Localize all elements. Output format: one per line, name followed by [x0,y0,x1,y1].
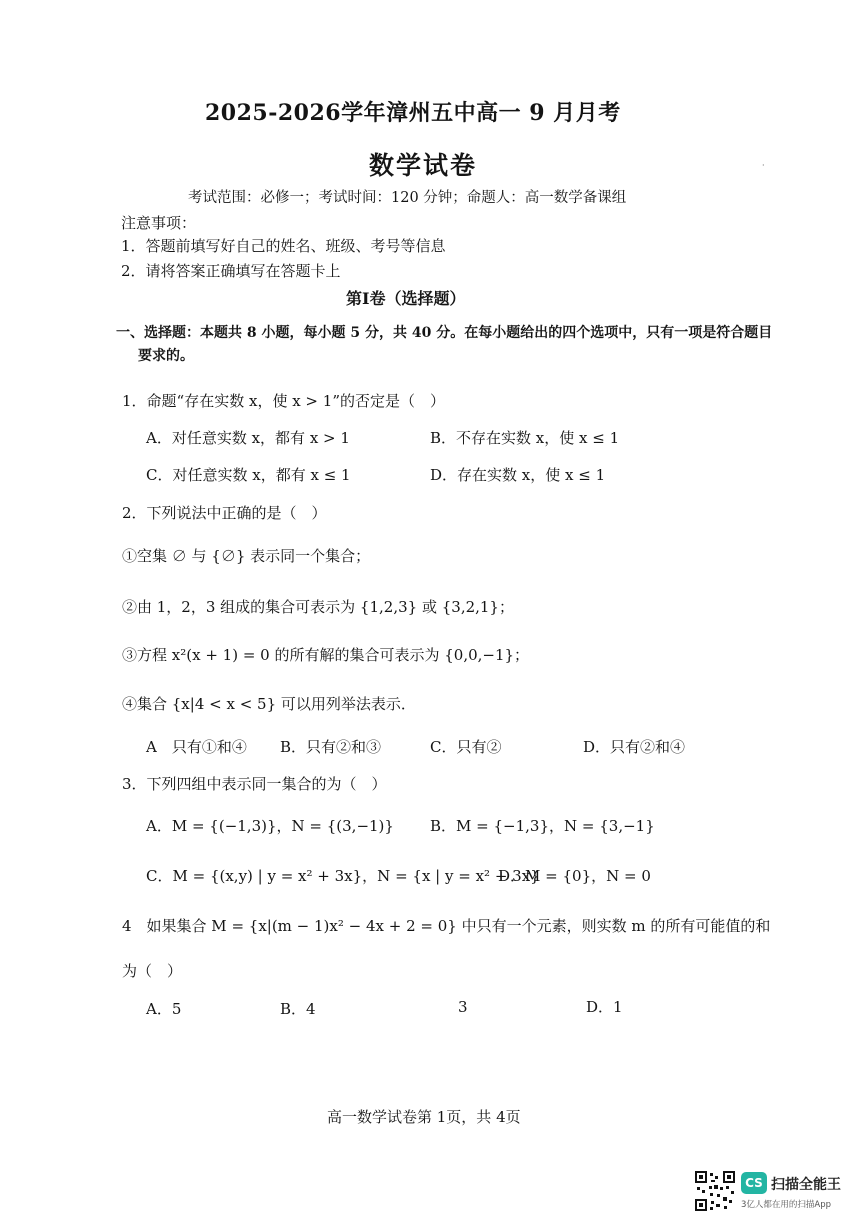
question-4-option-b: B．4 [280,1000,316,1018]
question-1-option-b: B．不存在实数 x，使 x ≤ 1 [430,429,620,447]
question-1-option-a: A．对任意实数 x，都有 x > 1 [146,429,350,447]
notes-heading: 注意事项： [121,214,197,232]
question-4-option-c: 3 [458,998,468,1016]
question-3-option-a: A．M = {(−1,3)}，N = {(3,−1)} [146,817,394,835]
question-3-option-c: C．M = {(x,y) | y = x² + 3x}，N = {x | y = x² + 3x} [146,867,540,885]
question-3-stem: 3．下列四组中表示同一集合的为（ ） [122,775,387,793]
question-4-option-d: D．1 [586,998,623,1016]
speck: · [762,161,765,170]
exam-title: 2025-2026学年漳州五中高一 9 月月考 [205,100,621,126]
note-item: 1．答题前填写好自己的姓名、班级、考号等信息 [121,237,446,255]
section-instruction: 一、选择题：本题共 8 小题，每小题 5 分，共 40 分。在每小题给出的四个选项中，只有一项是符合题目 [116,325,773,341]
question-2-stem: 2．下列说法中正确的是（ ） [122,504,327,522]
question-4-stem-cont: 为（ ） [122,962,183,980]
note-item: 2．请将答案正确填写在答题卡上 [121,262,341,280]
question-1-option-c: C．对任意实数 x，都有 x ≤ 1 [146,466,351,484]
question-2-option-d: D．只有②和④ [583,738,686,756]
question-2-statement-3: ③方程 x²(x + 1) = 0 的所有解的集合可表示为 {0,0,−1}； [122,646,530,664]
question-3-option-d: D．M = {0}，N = 0 [498,867,651,885]
question-2-statement-4: ④集合 {x|4 < x < 5} 可以用列举法表示． [122,695,416,713]
question-3-option-b: B．M = {−1,3}，N = {3,−1} [430,817,655,835]
question-1-option-d: D．存在实数 x，使 x ≤ 1 [430,466,606,484]
exam-subject: 数学试卷 [369,151,478,180]
exam-meta: 考试范围：必修一；考试时间：120 分钟；命题人：高一数学备课组 [188,190,627,206]
question-2-option-b: B．只有②和③ [280,738,382,756]
question-2-option-a: A 只有①和④ [146,738,247,756]
question-1-stem: 1．命题“存在实数 x，使 x > 1”的否定是（ ） [122,392,445,410]
question-4-option-a: A．5 [146,1000,182,1018]
section-instruction-cont: 要求的。 [138,348,194,364]
question-2-statement-1: ①空集 ∅ 与 {∅} 表示同一个集合； [122,547,371,565]
question-4-stem: 4 如果集合 M = {x|(m − 1)x² − 4x + 2 = 0} 中只有一个元素，则实数 m 的所有可能值的和 [122,917,771,935]
camscanner-logo-icon: CS [741,1172,767,1194]
page-footer: 高一数学试卷第 1页，共 4页 [327,1108,521,1126]
scanner-app-name: 扫描全能王 [771,1177,841,1193]
qr-code-icon [695,1171,735,1211]
part-title: 第Ⅰ卷（选择题） [346,289,466,308]
scanner-app-tagline: 3亿人都在用的扫描App [741,1200,832,1210]
question-2-statement-2: ②由 1，2，3 组成的集合可表示为 {1,2,3} 或 {3,2,1}； [122,598,514,616]
question-2-option-c: C．只有② [430,738,502,756]
